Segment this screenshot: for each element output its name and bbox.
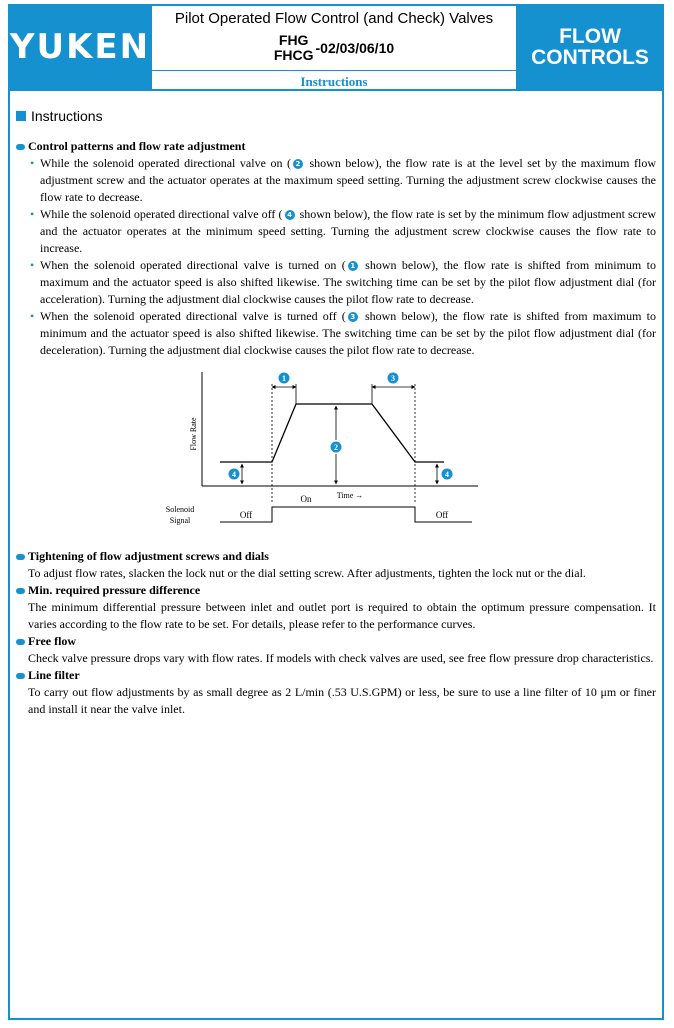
- list-item: [28, 155, 656, 206]
- signal-off-label: Off: [239, 510, 253, 520]
- topic-heading: [16, 548, 656, 565]
- oval-bullet-icon: [16, 588, 25, 594]
- category-line-2: CONTROLS: [531, 46, 649, 69]
- bullet-text: shown below), the flow rate is at the level set by the maximum flow adjustment screw and the actuator operates at the maximum speed setting. Turning the adjustment screw clockwise causes the flow rate to decrease.: [40, 156, 656, 204]
- signal-label: Signal: [169, 516, 191, 525]
- topic-text: Check valve pressure drops vary with flow rates. If models with check valves are used, see free flow pressure drop characteristics.: [28, 651, 654, 665]
- oval-bullet-icon: [16, 144, 25, 150]
- section-title: Instructions: [31, 108, 103, 124]
- marker-4-left-label: 4: [232, 470, 236, 479]
- topic-title: Tightening of flow adjustment screws and dials: [28, 549, 269, 563]
- page-subtitle: Instructions: [300, 74, 368, 89]
- oval-bullet-icon: [16, 673, 25, 679]
- logo-text: YUKEN: [9, 27, 151, 67]
- topic-heading: [16, 667, 656, 684]
- circled-number-icon: 4: [285, 210, 295, 220]
- topic-title: Free flow: [28, 634, 77, 648]
- circled-number-icon: 3: [348, 312, 358, 322]
- yuken-logo: [8, 4, 152, 90]
- diagram-svg: [150, 362, 490, 532]
- circled-number-icon: 2: [293, 159, 303, 169]
- topic-heading: [16, 633, 656, 650]
- header-divider: [152, 70, 516, 71]
- bullet-text: While the solenoid operated directional valve off (: [40, 207, 283, 221]
- circled-number-icon: 1: [348, 261, 358, 271]
- bullet-text: shown below), the flow rate is shifted from maximum to minimum and the actuator speed is also shifted likewise. The switching time can be set by the pilot flow adjustment dial (for deceleration). Turning the adjustment dial clockwise causes the pilot flow rate to decrease.: [40, 309, 656, 357]
- topic-text: The minimum differential pressure between inlet and outlet port is required to obtain the optimum pressure compensation. It varies according to the flow rate to be set. For details, please refer to the performance curves.: [28, 600, 656, 631]
- bullet-list: [28, 155, 656, 359]
- model-fhcg: FHCG: [273, 47, 314, 63]
- topic-text: To adjust flow rates, slacken the lock nut or the dial setting screw. After adjustments, tighten the lock nut or the dial.: [28, 566, 586, 580]
- square-bullet-icon: [16, 111, 26, 121]
- bullet-text: When the solenoid operated directional valve is turned off (: [40, 309, 346, 323]
- header-bottom-rule: [8, 89, 664, 91]
- marker-4-right-label: 4: [445, 470, 449, 479]
- topic-heading: [16, 138, 656, 155]
- section-heading: [16, 108, 103, 124]
- list-item: [28, 257, 656, 308]
- header-center: [152, 4, 516, 90]
- list-item: [28, 308, 656, 359]
- topic-text: To carry out flow adjustments by as small degree as 2 L/min (.53 U.S.GPM) or less, be sure to use a line filter of 10 μm or finer and install it near the valve inlet.: [28, 685, 656, 716]
- control-section: [16, 138, 656, 359]
- x-axis-label: Time →: [336, 491, 364, 500]
- model-sizes: -02/03/06/10: [315, 40, 395, 56]
- model-number: [152, 30, 516, 66]
- oval-bullet-icon: [16, 639, 25, 645]
- topic-title: Control patterns and flow rate adjustment: [28, 139, 246, 153]
- bullet-text: When the solenoid operated directional valve is turned on (: [40, 258, 346, 272]
- flow-rate-diagram: [150, 362, 490, 532]
- list-item: [28, 206, 656, 257]
- category-badge: [516, 4, 664, 90]
- oval-bullet-icon: [16, 554, 25, 560]
- bullet-text: shown below), the flow rate is shifted from minimum to maximum and the actuator speed is also shifted likewise. The switching time can be set by the pilot flow adjustment dial (for acceleration). Turning the adjustment dial clockwise causes the pilot flow rate to decrease.: [40, 258, 656, 306]
- marker-2-label: 2: [334, 443, 338, 452]
- topic-heading: [16, 582, 656, 599]
- bullet-text: shown below), the flow rate is set by the minimum flow adjustment screw and the actuator operates at the minimum speed setting. Turning the adjustment screw clockwise causes the flow rate to increase.: [40, 207, 656, 255]
- category-line-1: FLOW: [559, 25, 621, 48]
- marker-1-label: 1: [282, 374, 286, 383]
- marker-3-label: 3: [391, 374, 395, 383]
- signal-on-label: On: [300, 494, 312, 504]
- topic-title: Min. required pressure difference: [28, 583, 201, 597]
- notes-section: [16, 548, 656, 718]
- solenoid-signal-line: [220, 507, 472, 522]
- bullet-text: While the solenoid operated directional valve on (: [40, 156, 291, 170]
- model-fhg: FHG: [278, 32, 309, 48]
- page-title: Pilot Operated Flow Control (and Check) Valves: [174, 10, 494, 27]
- topic-title: Line filter: [28, 668, 80, 682]
- y-axis-label: Flow Rate: [189, 417, 198, 451]
- signal-off-label: Off: [435, 510, 449, 520]
- signal-label: Solenoid: [165, 505, 195, 514]
